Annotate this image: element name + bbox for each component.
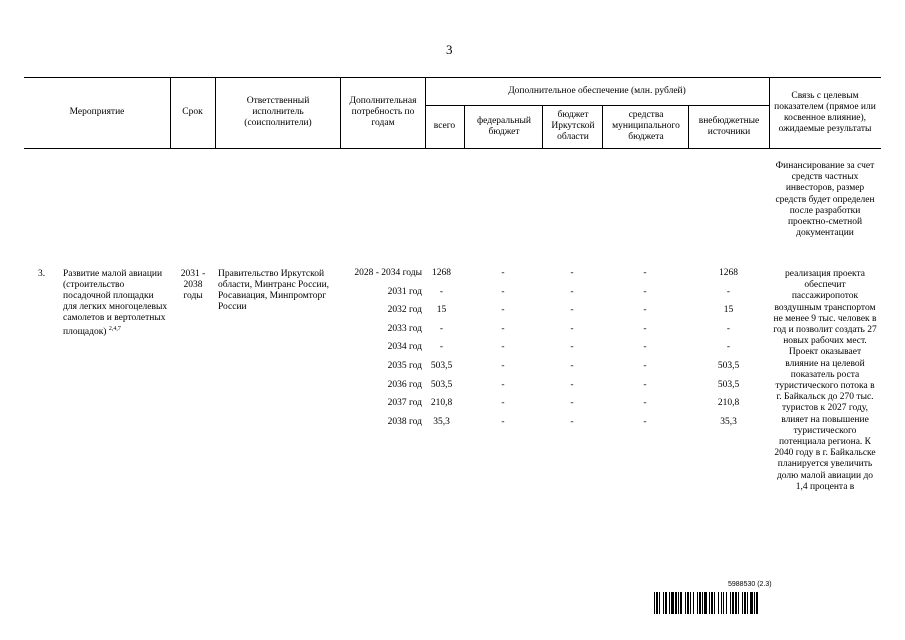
year-cell-federal: - (501, 416, 505, 427)
year-cell-municipal: - (643, 416, 647, 427)
page-number: 3 (446, 42, 453, 57)
year-cell-regional: - (570, 268, 574, 278)
col-divider (464, 105, 465, 148)
year-cell-regional: - (570, 398, 574, 409)
year-cell-total: 210,8 (430, 398, 453, 409)
year-cell-regional: - (570, 305, 574, 316)
financing-note: Финансирование за счет средств частных инвесторов, размер средств будет определен после разработки проектно-сметной документации (775, 161, 875, 239)
year-cell-label: 2038 год (387, 416, 422, 427)
year-cell-label: 2037 год (387, 398, 422, 409)
barcode (654, 592, 856, 614)
year-cell-extra: 210,8 (717, 398, 740, 409)
row-activity-text: Развитие малой авиации (строительство посадочной площадки для легких многоцелевых самолетов и вертолетных площадок) (63, 269, 168, 338)
year-cell-municipal: - (643, 398, 647, 409)
year-cell-municipal: - (643, 361, 647, 371)
year-cell-extra: 503,5 (717, 361, 740, 371)
year-cell-regional: - (570, 416, 574, 427)
year-cell-label: 2031 год (387, 286, 422, 297)
header-term: Срок (182, 107, 203, 117)
header-total: всего (433, 121, 456, 131)
col-divider (215, 77, 216, 148)
barcode-label: 5988530 (2.3) (728, 581, 772, 588)
year-cell-label: 2034 год (387, 342, 422, 353)
year-cell-regional: - (570, 323, 574, 334)
header-extrabudget: внебюджетные источники (698, 115, 760, 137)
header-additional-need: Дополнительная потребность по годам (349, 96, 417, 128)
header-federal: федеральный бюджет (477, 115, 531, 137)
year-cell-federal: - (501, 323, 505, 334)
year-cell-extra: - (726, 323, 731, 334)
row-number: 3. (38, 269, 46, 279)
year-cell-total: 503,5 (430, 379, 453, 390)
year-cell-federal: - (501, 305, 505, 316)
year-cell-extra: 15 (723, 305, 734, 316)
year-cell-federal: - (501, 379, 505, 390)
row-result: реализация проекта обеспечит пассажиропоток воздушным транспортом не менее 9 тыс. человек в год и позволит создать 27 новых рабочих мест. Проект оказывает влияние на целевой показатель роста туристического потока в г. Байкальск до 270 тыс. туристов к 2027 году, влияет на повышение туристического потенциала региона. К 2040 году в г. Байкальске планируется увеличить долю малой авиации до 1,4 процента в (773, 269, 877, 492)
year-cell-total: 503,5 (430, 361, 453, 371)
year-cell-federal: - (501, 268, 505, 278)
year-cell-federal: - (501, 361, 505, 371)
year-cell-federal: - (501, 398, 505, 409)
row-responsible: Правительство Иркутской области, Минтранс России, Росавиация, Минпромторг России (218, 269, 330, 312)
year-cell-extra: - (726, 286, 731, 297)
year-cell-total: - (439, 323, 444, 334)
header-link: Связь с целевым показателем (прямое или косвенное влияние), ожидаемые результаты (774, 90, 876, 134)
col-divider (769, 77, 770, 148)
year-cell-extra: 503,5 (717, 379, 740, 390)
year-cell-total: 35,3 (433, 416, 450, 427)
year-cell-extra: 35,3 (720, 416, 737, 427)
col-divider (602, 105, 603, 148)
year-cell-extra: - (726, 342, 731, 353)
header-regional: бюджет Иркутской области (551, 110, 595, 142)
year-cell-total: - (439, 286, 444, 297)
header-bottom-border (24, 148, 881, 149)
year-cell-municipal: - (643, 379, 647, 390)
year-cell-total: 1268 (432, 268, 451, 278)
year-cell-municipal: - (643, 268, 647, 278)
year-cell-regional: - (570, 286, 574, 297)
header-municipal: средства муниципального бюджета (612, 110, 680, 142)
year-cell-municipal: - (643, 323, 647, 334)
year-cell-label: 2036 год (387, 379, 422, 390)
year-cell-municipal: - (643, 286, 647, 297)
year-cell-federal: - (501, 342, 505, 353)
year-cell-extra: 1268 (719, 268, 738, 278)
year-cell-label: 2028 - 2034 годы (354, 268, 422, 278)
year-cell-total: 15 (436, 305, 447, 316)
year-cell-total: - (439, 342, 444, 353)
year-cell-municipal: - (643, 305, 647, 316)
year-cell-federal: - (501, 286, 505, 297)
year-cell-regional: - (570, 379, 574, 390)
col-divider (688, 105, 689, 148)
year-cell-label: 2033 год (387, 323, 422, 334)
year-cell-regional: - (570, 342, 574, 353)
row-activity-footnote: 2,4,7 (108, 326, 121, 332)
col-divider (542, 105, 543, 148)
year-cell-label: 2032 год (387, 305, 422, 316)
header-activity: Мероприятие (69, 107, 125, 117)
header-additional-support: Дополнительное обеспечение (млн. рублей) (508, 86, 686, 96)
row-term: 2031 - 2038 годы (180, 269, 206, 301)
col-divider (340, 77, 341, 148)
header-responsible: Ответственный исполнитель (соисполнители) (244, 96, 312, 128)
year-cell-regional: - (570, 361, 574, 371)
year-cell-label: 2035 год (387, 361, 422, 371)
row-activity (63, 269, 168, 338)
year-cell-municipal: - (643, 342, 647, 353)
